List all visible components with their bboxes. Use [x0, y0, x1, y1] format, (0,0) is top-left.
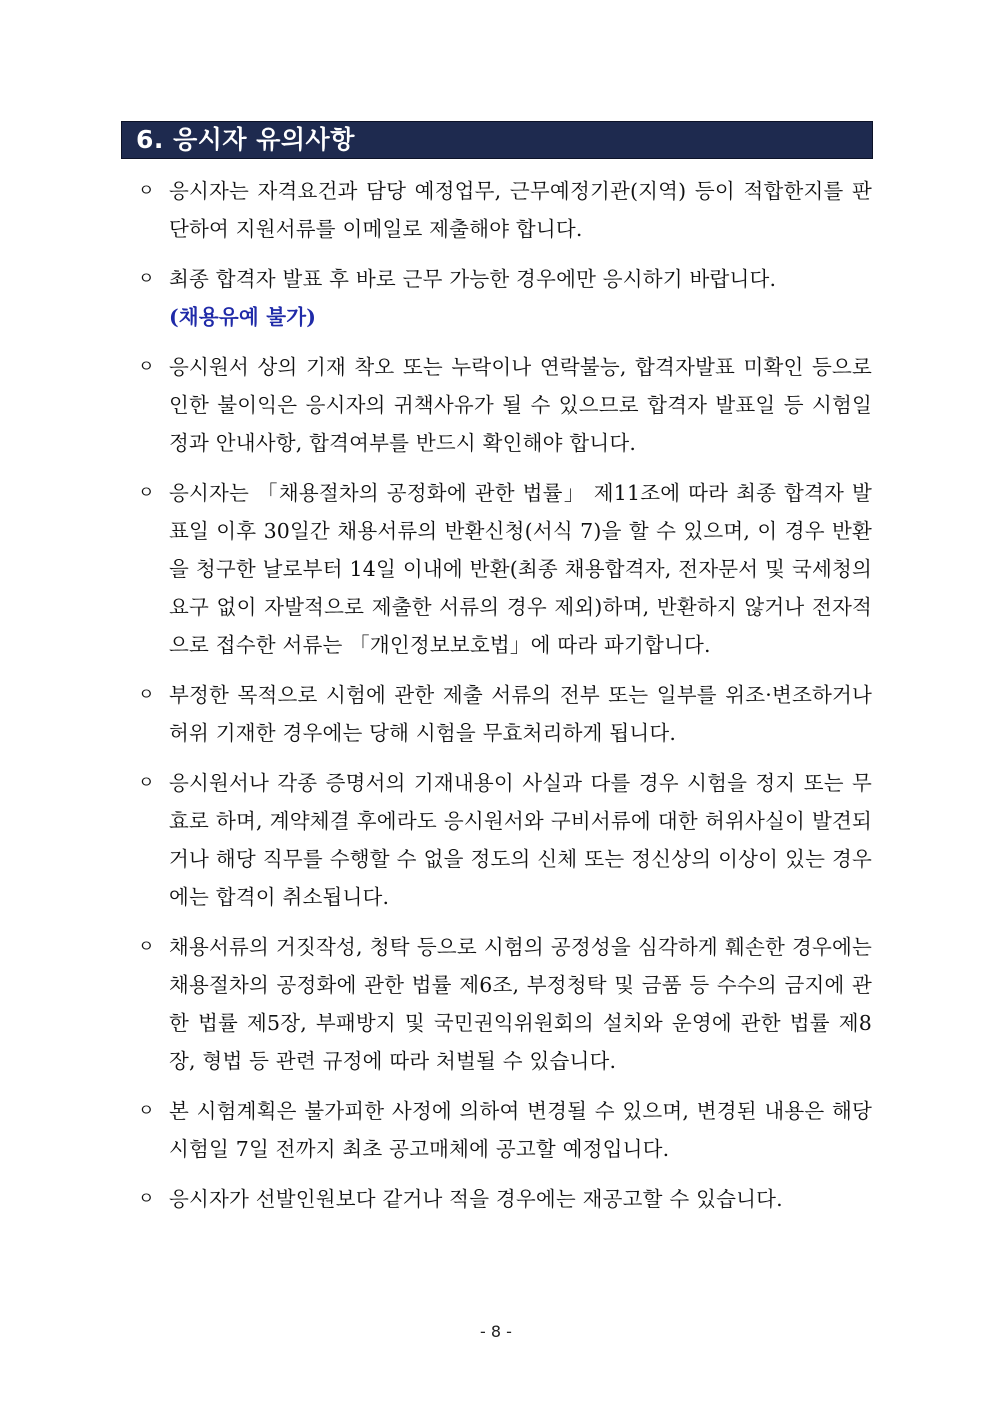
- notice-item-5: [138, 676, 872, 752]
- notice-text: 부정한 목적으로 시험에 관한 제출 서류의 전부 또는 일부를 위조·변조하거나 허위 기재한 경우에는 당해 시험을 무효처리하게 됩니다.: [169, 683, 872, 745]
- notice-text: 최종 합격자 발표 후 바로 근무 가능한 경우에만 응시하기 바랍니다.: [169, 267, 777, 291]
- section-title: 6. 응시자 유의사항: [121, 121, 873, 159]
- notice-list: [138, 172, 872, 1230]
- bullet-icon: ㅇ: [138, 773, 155, 793]
- notice-text: 응시원서 상의 기재 착오 또는 누락이나 연락불능, 합격자발표 미확인 등으로 인한 불이익은 응시자의 귀책사유가 될 수 있으므로 합격자 발표일 등 시험일정과 안내사항, 합격여부를 반드시 확인해야 합니다.: [169, 355, 872, 455]
- notice-text: 응시자가 선발인원보다 같거나 적을 경우에는 재공고할 수 있습니다.: [169, 1187, 783, 1211]
- bullet-icon: ㅇ: [138, 181, 155, 201]
- bullet-icon: ㅇ: [138, 1101, 155, 1121]
- notice-item-1: [138, 172, 872, 248]
- notice-item-8: [138, 1092, 872, 1168]
- notice-item-7: [138, 928, 872, 1080]
- notice-item-2: [138, 260, 872, 336]
- bullet-icon: ㅇ: [138, 483, 155, 503]
- notice-item-3: [138, 348, 872, 462]
- bullet-icon: ㅇ: [138, 1189, 155, 1209]
- page-number: - 8 -: [480, 1322, 512, 1341]
- bullet-icon: ㅇ: [138, 937, 155, 957]
- notice-text: 응시자는 「채용절차의 공정화에 관한 법률」 제11조에 따라 최종 합격자 발표일 이후 30일간 채용서류의 반환신청(서식 7)을 할 수 있으며, 이 경우 반환을 청구한 날로부터 14일 이내에 반환(최종 채용합격자, 전자문서 및 국세청의 요구 없이 자발적으로 제출한 서류의 경우 제외)하며, 반환하지 않거나 전자적으로 접수한 서류는 「개인정보보호법」에 따라 파기합니다.: [169, 481, 872, 657]
- notice-text: 본 시험계획은 불가피한 사정에 의하여 변경될 수 있으며, 변경된 내용은 해당 시험일 7일 전까지 최초 공고매체에 공고할 예정입니다.: [169, 1099, 872, 1161]
- notice-text: 채용서류의 거짓작성, 청탁 등으로 시험의 공정성을 심각하게 훼손한 경우에는 채용절차의 공정화에 관한 법률 제6조, 부정청탁 및 금품 등 수수의 금지에 관한 법률 제5장, 부패방지 및 국민권익위원회의 설치와 운영에 관한 법률 제8장, 형법 등 관련 규정에 따라 처벌될 수 있습니다.: [169, 935, 872, 1073]
- notice-note: (채용유예 불가): [169, 305, 317, 329]
- notice-text: 응시원서나 각종 증명서의 기재내용이 사실과 다를 경우 시험을 정지 또는 무효로 하며, 계약체결 후에라도 응시원서와 구비서류에 대한 허위사실이 발견되거나 해당 직무를 수행할 수 없을 정도의 신체 또는 정신상의 이상이 있는 경우에는 합격이 취소됩니다.: [169, 771, 872, 909]
- bullet-icon: ㅇ: [138, 269, 155, 289]
- notice-item-9: [138, 1180, 872, 1218]
- notice-item-6: [138, 764, 872, 916]
- notice-item-4: [138, 474, 872, 664]
- notice-text: 응시자는 자격요건과 담당 예정업무, 근무예정기관(지역) 등이 적합한지를 판단하여 지원서류를 이메일로 제출해야 합니다.: [169, 179, 872, 241]
- bullet-icon: ㅇ: [138, 685, 155, 705]
- bullet-icon: ㅇ: [138, 357, 155, 377]
